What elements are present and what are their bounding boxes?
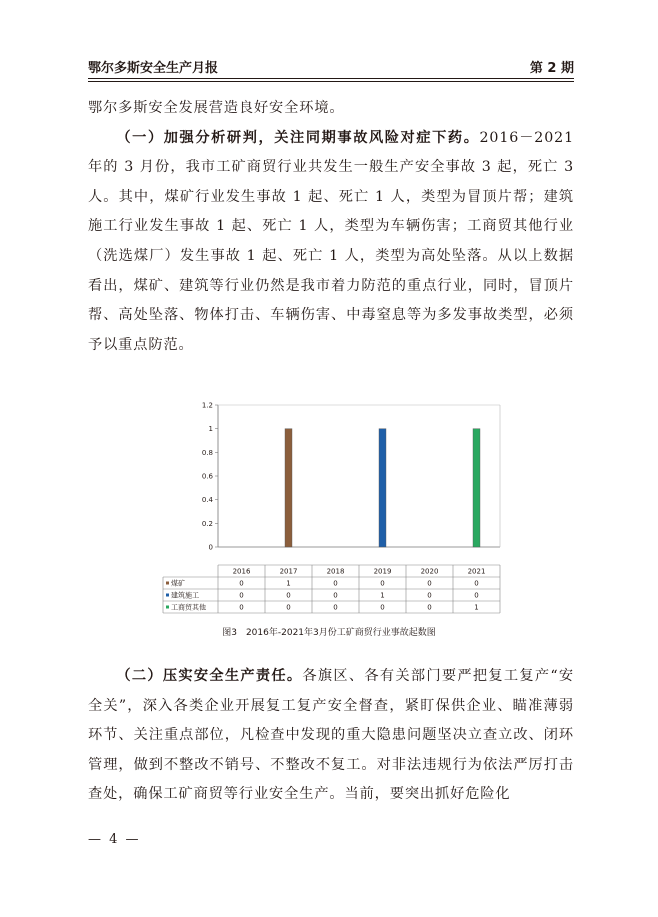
legend-label: 工商贸其他	[171, 603, 206, 612]
table-header-cell: 2020	[420, 567, 439, 576]
legend-label: 煤矿	[171, 579, 185, 588]
y-tick-label: 1.2	[201, 401, 213, 410]
paragraph-continuation: 鄂尔多斯安全发展营造良好安全环境。	[88, 100, 345, 116]
legend-key	[166, 582, 169, 585]
issue-number: 第 2 期	[529, 61, 574, 76]
paragraph-responsibility-body: 各旗区、各有关部门要严把复工复产“安全关”，深入各类企业开展复工复产安全督查，紧盯保供企业、瞄准薄弱环节、关注重点部位，凡检查中发现的重大隐患问题坚决立查立改、闭环管理，做到不整改不销号、不整改不复工。对非法违规行为依法严厉打击查处，确保工矿商贸等行业安全生产。当前，要突出抓好危险化	[88, 668, 574, 803]
table-value-cell: 1	[380, 591, 385, 600]
y-tick-label: 0.6	[201, 472, 213, 481]
table-value-cell: 0	[239, 579, 244, 588]
bar-2017	[285, 429, 292, 547]
plot-area	[202, 402, 500, 552]
table-value-cell: 0	[333, 579, 338, 588]
header-title: 鄂尔多斯安全生产月报	[88, 61, 219, 76]
table-value-cell: 0	[427, 603, 432, 612]
table-header-cell: 2018	[326, 567, 345, 576]
table-header-cell: 2016	[232, 567, 251, 576]
table-value-cell: 0	[380, 579, 385, 588]
section-heading-2: （二）压实安全生产责任。	[116, 668, 303, 684]
table-value-cell: 0	[333, 603, 338, 612]
figure-caption: 图3 2016年-2021年3月份工矿商贸行业事故起数图	[222, 628, 436, 638]
y-tick-label: 0.4	[201, 496, 213, 505]
table-header-cell: 2019	[373, 567, 392, 576]
paragraph-analysis-body: 2016－2021 年的 3 月份，我市工矿商贸行业共发生一般生产安全事故 3 起，死亡 3 人。其中，煤矿行业发生事故 1 起、死亡 1 人，类型为冒顶片帮；建筑施工行业发生事故 1 起、死亡 1 人，类型为车辆伤害；工商贸其他行业（洗选煤厂）发生事故 1 起、死亡 1 人，类型为高处坠落。从以上数据看出，煤矿、建筑等行业仍然是我市着力防范的重点行业，同时，冒顶片帮、高处坠落、物体打击、车辆伤害、中毒窒息等为多发事故类型，必须予以重点防范。	[88, 129, 574, 353]
data-table	[163, 565, 500, 613]
table-header-cell: 2017	[279, 567, 298, 576]
table-value-cell: 0	[474, 591, 479, 600]
y-tick-label: 0	[208, 543, 213, 552]
table-value-cell: 1	[474, 603, 479, 612]
bar-2021	[473, 429, 480, 547]
legend-label: 建筑施工	[171, 591, 199, 600]
table-value-cell: 0	[286, 603, 291, 612]
paragraph-responsibility	[88, 662, 574, 810]
table-value-cell: 0	[333, 591, 338, 600]
table-value-cell: 0	[427, 591, 432, 600]
y-tick-label: 0.2	[201, 519, 213, 528]
y-tick-label: 1	[208, 425, 213, 434]
table-value-cell: 1	[286, 579, 291, 588]
bar-2019	[379, 429, 386, 547]
page-number: — 4 —	[88, 832, 141, 847]
table-value-cell: 0	[474, 579, 479, 588]
table-value-cell: 0	[239, 591, 244, 600]
table-value-cell: 0	[239, 603, 244, 612]
text-block-bottom	[88, 662, 574, 810]
section-heading-1: （一）加强分析研判，关注同期事故风险对症下药。	[116, 129, 480, 146]
table-value-cell: 0	[427, 579, 432, 588]
y-tick-label: 0.8	[201, 448, 213, 457]
table-header-cell: 2021	[467, 567, 486, 576]
legend-key	[166, 606, 169, 609]
legend-key	[166, 594, 169, 597]
table-value-cell: 0	[380, 603, 385, 612]
table-value-cell: 0	[286, 591, 291, 600]
